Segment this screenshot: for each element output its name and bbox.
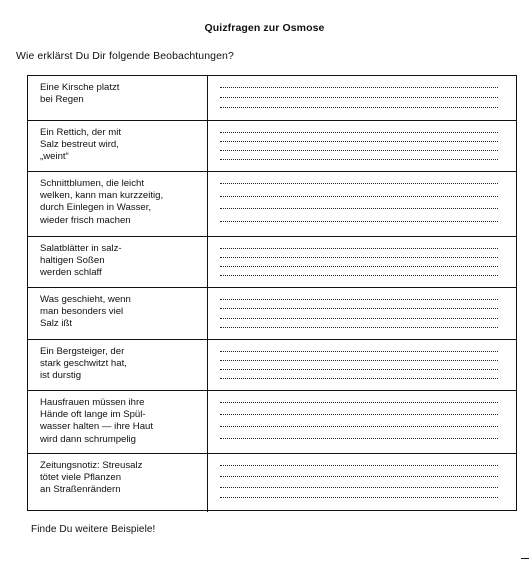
- page-corner-mark: [521, 558, 529, 559]
- answer-line[interactable]: [220, 183, 498, 184]
- answer-line[interactable]: [220, 196, 498, 197]
- answer-line[interactable]: [220, 487, 498, 488]
- question-row: [28, 288, 516, 340]
- answer-line[interactable]: [220, 257, 498, 258]
- answer-line[interactable]: [220, 208, 498, 209]
- answer-line[interactable]: [220, 360, 498, 361]
- answer-line[interactable]: [220, 351, 498, 352]
- question-text: Schnittblumen, die leicht welken, kann man kurzzeitig, durch Einlegen in Wasser, wieder frisch machen: [28, 172, 208, 236]
- answer-line[interactable]: [220, 266, 498, 267]
- question-row: [28, 237, 516, 288]
- answer-line[interactable]: [220, 87, 498, 88]
- question-row: [28, 340, 516, 391]
- answer-line[interactable]: [220, 299, 498, 300]
- answer-line[interactable]: [220, 275, 498, 276]
- answer-line[interactable]: [220, 465, 498, 466]
- instruction-text: Wie erklärst Du Dir folgende Beobachtungen?: [16, 50, 234, 62]
- answer-line[interactable]: [220, 327, 498, 328]
- question-text: Ein Rettich, der mit Salz bestreut wird, „weint“: [28, 121, 208, 171]
- answer-line[interactable]: [220, 141, 498, 142]
- answer-line[interactable]: [220, 476, 498, 477]
- answer-line[interactable]: [220, 414, 498, 415]
- answer-line[interactable]: [220, 248, 498, 249]
- answer-line[interactable]: [220, 378, 498, 379]
- question-text: Zeitungsnotiz: Streusalz tötet viele Pflanzen an Straßenrändern: [28, 454, 208, 512]
- question-row: [28, 454, 516, 512]
- answer-line[interactable]: [220, 132, 498, 133]
- answer-line[interactable]: [220, 159, 498, 160]
- answer-line[interactable]: [220, 369, 498, 370]
- answer-line[interactable]: [220, 497, 498, 498]
- question-text: Ein Bergsteiger, der stark geschwitzt hat, ist durstig: [28, 340, 208, 390]
- answer-line[interactable]: [220, 402, 498, 403]
- question-text: Eine Kirsche platzt bei Regen: [28, 76, 208, 120]
- answer-line[interactable]: [220, 221, 498, 222]
- question-table: [27, 75, 517, 511]
- answer-line[interactable]: [220, 150, 498, 151]
- question-text: Hausfrauen müssen ihre Hände oft lange im Spül- wasser halten — ihre Haut wird dann schrumpelig: [28, 391, 208, 453]
- question-text: Salatblätter in salz- haltigen Soßen werden schlaff: [28, 237, 208, 287]
- answer-line[interactable]: [220, 438, 498, 439]
- question-row: [28, 391, 516, 454]
- answer-line[interactable]: [220, 308, 498, 309]
- question-row: [28, 172, 516, 237]
- answer-line[interactable]: [220, 426, 498, 427]
- question-row: [28, 121, 516, 172]
- question-text: Was geschieht, wenn man besonders viel Salz ißt: [28, 288, 208, 339]
- worksheet-title: Quizfragen zur Osmose: [204, 22, 325, 34]
- question-row: [28, 76, 516, 121]
- answer-line[interactable]: [220, 97, 498, 98]
- answer-line[interactable]: [220, 318, 498, 319]
- answer-line[interactable]: [220, 107, 498, 108]
- closing-prompt: Finde Du weitere Beispiele!: [31, 524, 156, 535]
